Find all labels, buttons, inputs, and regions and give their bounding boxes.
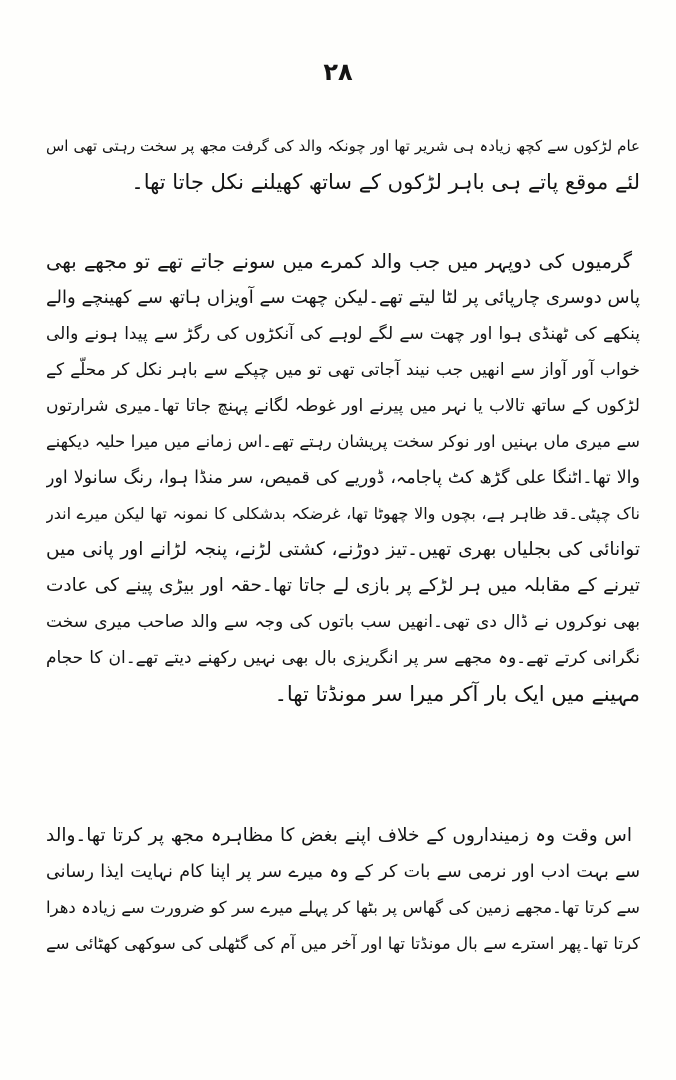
- text-line: لڑکوں کے ساتھ تالاب یا نہر میں پیرنے اور غوطہ لگانے پہنچ جاتا تھا۔میری شرارتوں: [46, 396, 640, 416]
- text-line: کرتا تھا۔پھر استرے سے بال مونڈتا تھا اور آخر میں آم کی گٹھلی کی سوکھی کھٹائی سے: [46, 934, 640, 953]
- paragraph-3: [46, 818, 640, 962]
- text-line: سے کرتا تھا۔مجھے زمین کی گھاس پر بٹھا کر پہلے میرے سر کو ضرورت سے زیادہ دھرا: [46, 898, 640, 917]
- page-number: ۲۸: [323, 58, 353, 86]
- text-line: گرمیوں کی دوپہر میں جب والد کمرے میں سونے جاتے تھے تو مجھے بھی: [46, 250, 632, 273]
- text-line: نگرانی کرتے تھے۔وہ مجھے سر پر انگریزی بال بھی نہیں رکھنے دیتے تھے۔ان کا حجام: [46, 648, 640, 668]
- text-line: خواب آور آواز سے انھیں جب نیند آجاتی تھی تو میں چپکے سے باہر نکل کر محلّے کے: [46, 360, 640, 380]
- text-line: پنکھے کی ٹھنڈی ہوا اور چھت سے لگے لوہے کی آنکڑوں کی رگڑ سے پیدا ہونے والی: [46, 324, 640, 344]
- text-line: والا تھا۔اٹنگا علی گڑھ کٹ پاجامہ، ڈوریے کی قمیص، سر منڈا ہوا، رنگ سانولا اور: [46, 468, 640, 488]
- text-line: بھی نوکروں نے ڈال دی تھی۔انھیں سب باتوں کی وجہ سے والد صاحب میری سخت: [46, 612, 640, 632]
- text-line: لئے موقع پاتے ہی باہر لڑکوں کے ساتھ کھیلنے نکل جاتا تھا۔: [131, 170, 640, 194]
- text-line: پاس دوسری چارپائی پر لٹا لیتے تھے۔لیکن چھت سے آویزاں ہاتھ سے کھینچے والے: [46, 287, 640, 308]
- text-line: سے بہت ادب اور نرمی سے بات کر کے وہ میرے سر پر اپنا کام نہایت ایذا رسانی: [46, 862, 640, 882]
- text-line: تیرنے کے مقابلہ میں ہر لڑکے پر بازی لے جاتا تھا۔حقہ اور بیڑی پینے کی عادت: [46, 575, 640, 596]
- paragraph-2: [46, 244, 640, 712]
- text-line: سے میری ماں بہنیں اور نوکر سخت پریشان رہتے تھے۔اس زمانے میں میرا حلیہ دیکھنے: [46, 432, 640, 451]
- text-line: اس وقت وہ زمینداروں کے خلاف اپنے بغض کا مظاہرہ مجھ پر کرتا تھا۔والد: [46, 825, 632, 846]
- text-line: عام لڑکوں سے کچھ زیادہ ہی شریر تھا اور چونکہ والد کی گرفت مجھ پر سخت رہتی تھی اس: [46, 137, 640, 155]
- text-line: ناک چپٹی۔قد ظاہر ہے، بچوں والا چھوٹا تھا، غرضکہ بدشکلی کا نمونہ تھا لیکن میرے اندر: [46, 504, 640, 523]
- paragraph-1: [46, 128, 640, 200]
- text-line: مہینے میں ایک بار آکر میرا سر مونڈتا تھا۔: [274, 682, 640, 706]
- text-line: توانائی کی بجلیاں بھری تھیں۔تیز دوڑنے، کشتی لڑنے، پنجہ لڑانے اور پانی میں: [46, 539, 640, 560]
